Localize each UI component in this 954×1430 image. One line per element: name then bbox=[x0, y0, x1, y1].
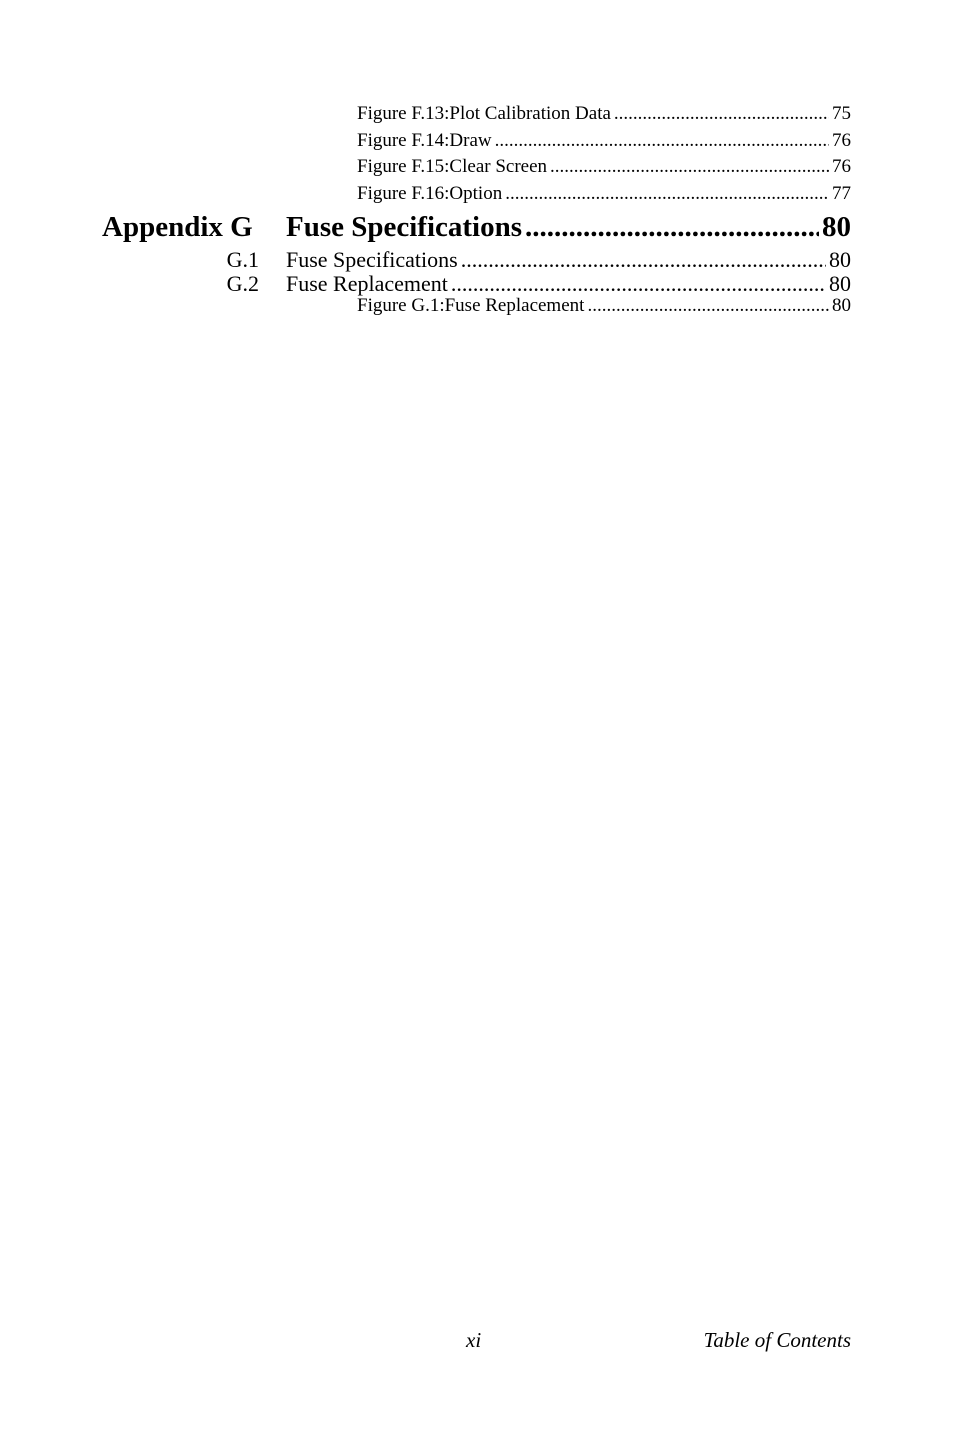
dot-leader bbox=[550, 156, 829, 178]
section-number: G.1 bbox=[226, 247, 259, 272]
appendix-title: Fuse Specifications bbox=[286, 211, 523, 243]
toc-entry-title: Figure G.1:Fuse Replacement bbox=[357, 295, 585, 316]
appendix-page: 80 bbox=[822, 211, 851, 243]
footer-section-title: Table of Contents bbox=[703, 1328, 851, 1352]
toc-entry-page: 80 bbox=[832, 295, 851, 316]
toc-entry-figure-f13[interactable] bbox=[357, 103, 851, 127]
toc-entry-title: Figure F.16:Option bbox=[357, 183, 503, 204]
toc-entry-title: Figure F.13:Plot Calibration Data bbox=[357, 103, 611, 124]
section-page: 80 bbox=[829, 271, 851, 296]
toc-entry-figure-f14[interactable] bbox=[357, 130, 851, 154]
toc-entry-page: 76 bbox=[832, 130, 851, 151]
toc-entry-figure-f16[interactable] bbox=[357, 183, 851, 207]
section-title: Fuse Specifications bbox=[286, 247, 458, 272]
toc-entry-appendix-g[interactable] bbox=[286, 211, 851, 247]
section-page: 80 bbox=[829, 247, 851, 272]
toc-entry-page: 75 bbox=[832, 103, 851, 124]
toc-entry-page: 76 bbox=[832, 156, 851, 177]
dot-leader bbox=[451, 271, 826, 297]
dot-leader bbox=[614, 103, 829, 125]
dot-leader bbox=[495, 130, 829, 152]
toc-entry-figure-g1[interactable] bbox=[357, 295, 851, 319]
dot-leader bbox=[505, 183, 829, 205]
toc-entry-title: Figure F.14:Draw bbox=[357, 130, 492, 151]
section-title: Fuse Replacement bbox=[286, 271, 448, 296]
dot-leader bbox=[587, 295, 829, 317]
toc-entry-section-g1[interactable] bbox=[286, 247, 851, 273]
toc-entry-page: 77 bbox=[832, 183, 851, 204]
section-number: G.2 bbox=[226, 271, 259, 296]
dot-leader bbox=[525, 211, 819, 244]
dot-leader bbox=[461, 247, 826, 273]
toc-entry-title: Figure F.15:Clear Screen bbox=[357, 156, 548, 177]
toc-entry-section-g2[interactable] bbox=[286, 271, 851, 297]
toc-entry-figure-f15[interactable] bbox=[357, 156, 851, 180]
footer-page-number: xi bbox=[466, 1328, 482, 1352]
appendix-label: Appendix G bbox=[102, 211, 253, 243]
